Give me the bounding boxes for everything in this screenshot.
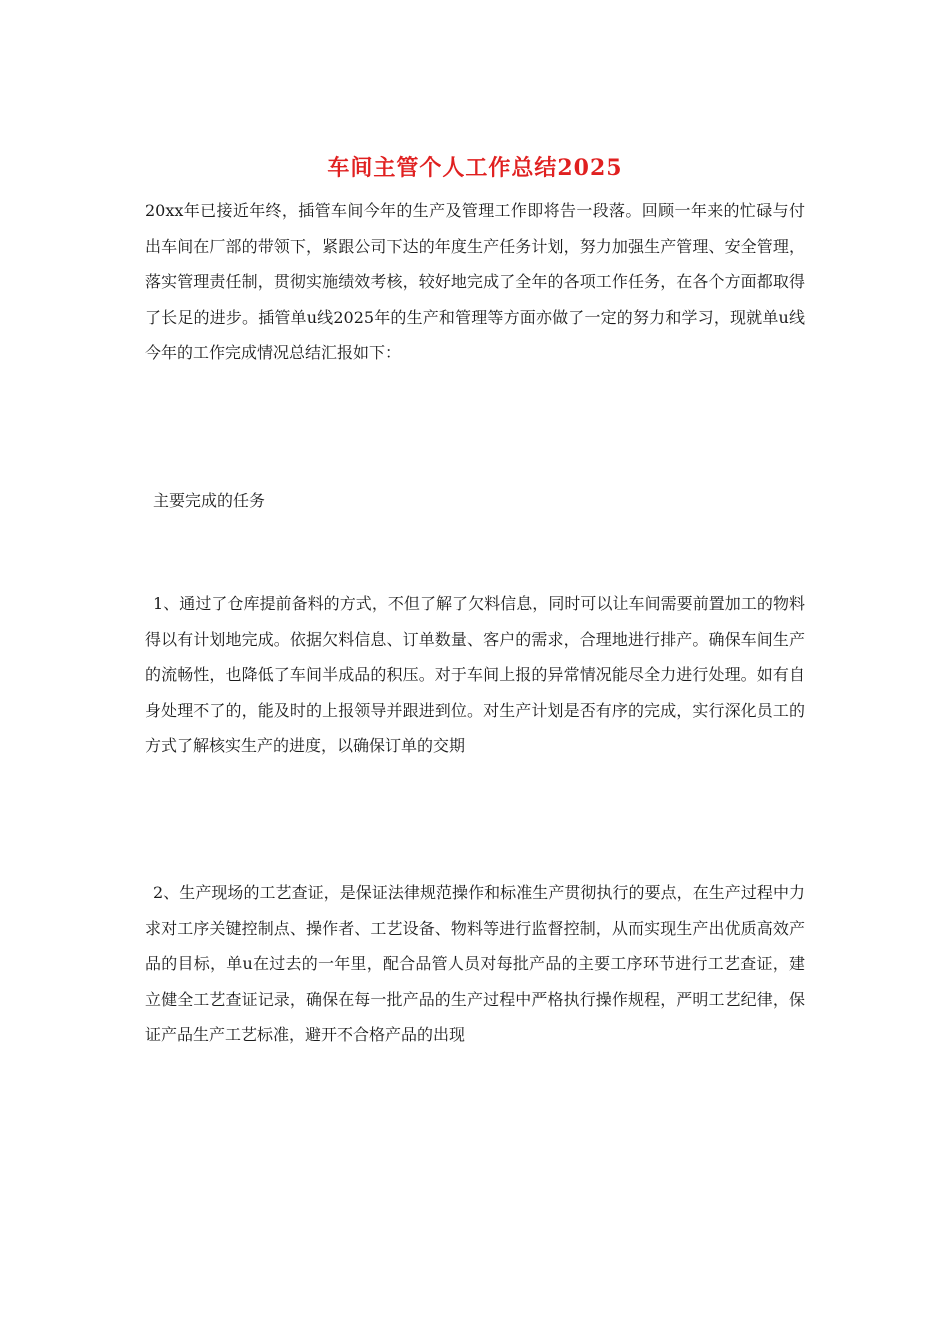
intro-paragraph: 20xx年已接近年终，插管车间今年的生产及管理工作即将告一段落。回顾一年来的忙碌与付出车间在厂部的带领下，紧跟公司下达的年度生产任务计划，努力加强生产管理、安全管理，落实管理责任制，贯彻实施绩效考核，较好地完成了全年的各项工作任务，在各个方面都取得了长足的进步。插管单u线2025年的生产和管理等方面亦做了一定的努力和学习，现就单u线今年的工作完成情况总结汇报如下： bbox=[145, 201, 805, 363]
document-title: 车间主管个人工作总结2025 bbox=[327, 155, 623, 181]
task-item-2: 2、生产现场的工艺查证，是保证法律规范操作和标准生产贯彻执行的要点，在生产过程中力求对工序关键控制点、操作者、工艺设备、物料等进行监督控制，从而实现生产出优质高效产品的目标，单u在过去的一年里，配合品管人员对每批产品的主要工序环节进行工艺查证，建立健全工艺查证记录，确保在每一批产品的生产过程中严格执行操作规程，严明工艺纪律，保证产品生产工艺标准，避开不合格产品的出现 bbox=[145, 883, 805, 1045]
section-heading: 主要完成的任务 bbox=[153, 491, 266, 510]
task-item-1: 1、通过了仓库提前备料的方式，不但了解了欠料信息，同时可以让车间需要前置加工的物料得以有计划地完成。依据欠料信息、订单数量、客户的需求，合理地进行排产。确保车间生产的流畅性，也降低了车间半成品的积压。对于车间上报的异常情况能尽全力进行处理。如有自身处理不了的，能及时的上报领导并跟进到位。对生产计划是否有序的完成，实行深化员工的方式了解核实生产的进度，以确保订单的交期 bbox=[145, 594, 805, 756]
